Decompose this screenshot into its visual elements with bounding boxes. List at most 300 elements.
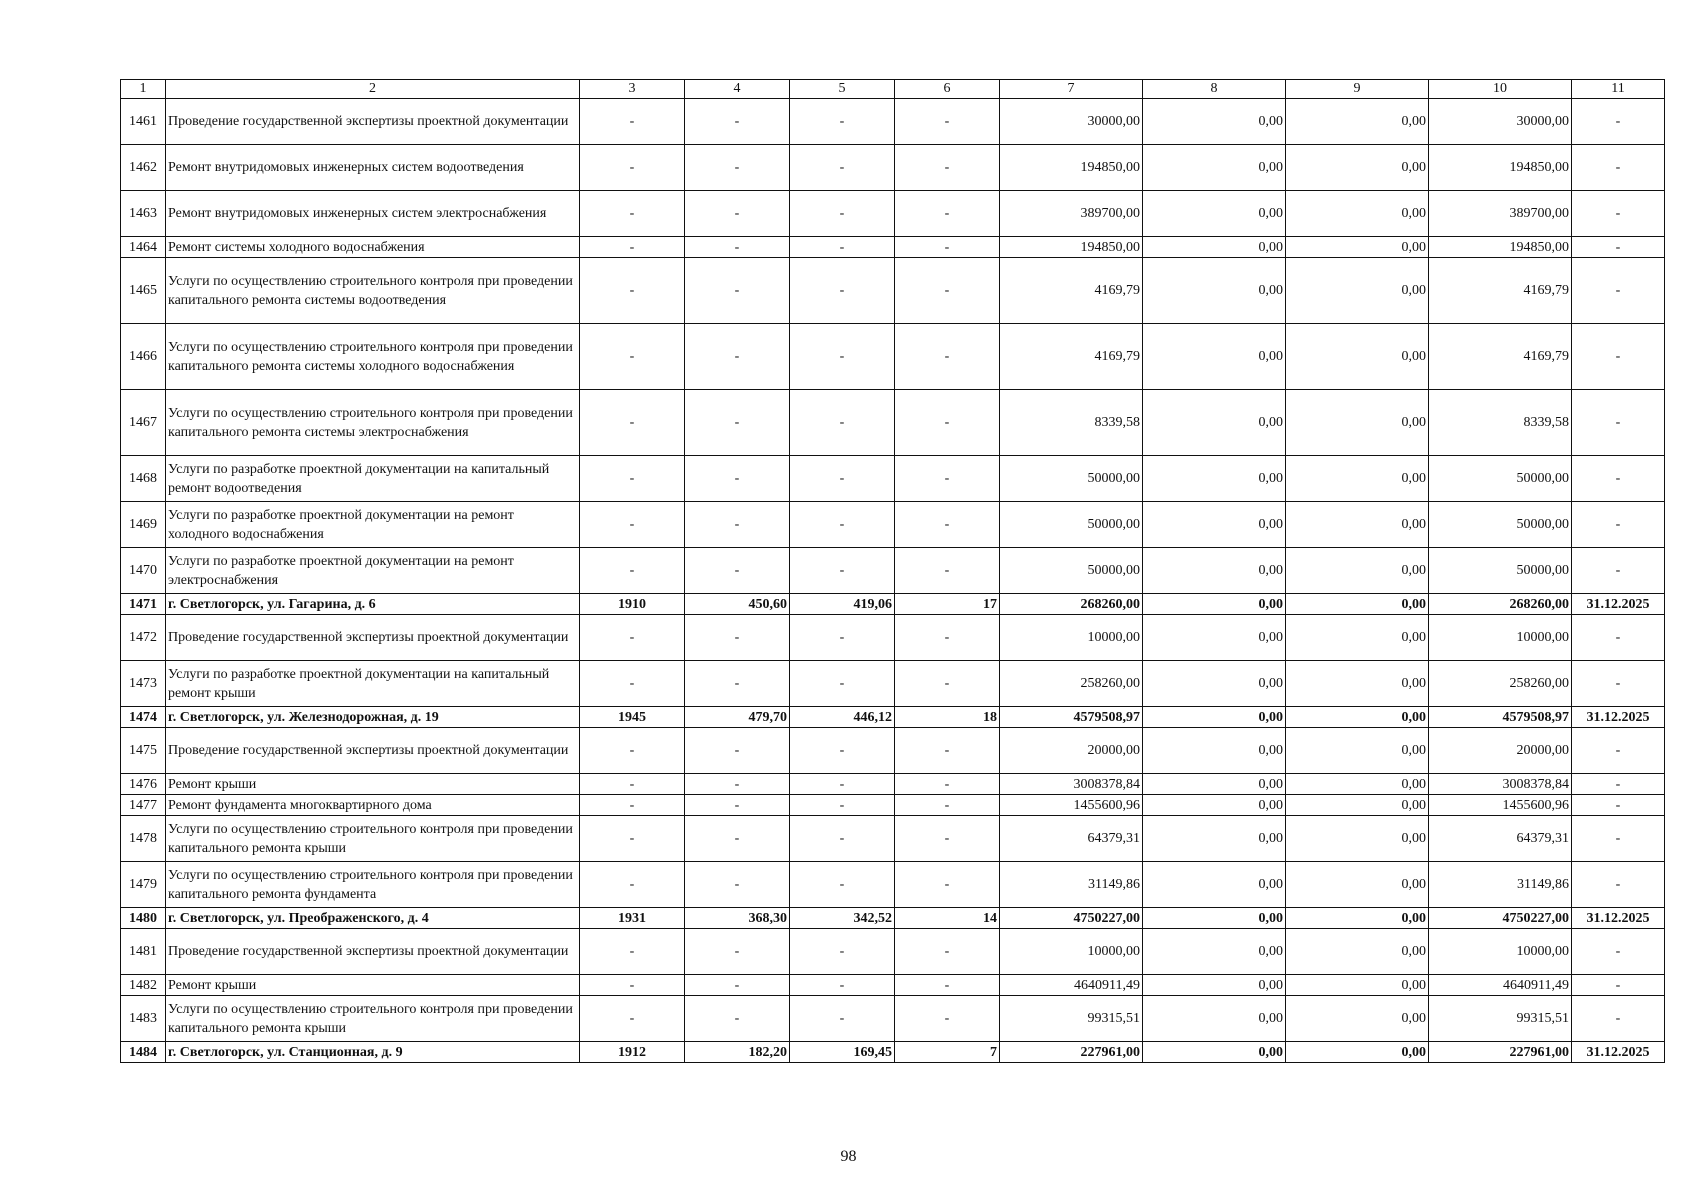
living-area-cell: - bbox=[790, 456, 895, 502]
total-cost-cell: 389700,00 bbox=[1000, 191, 1143, 237]
fund-owners-cell: 99315,51 bbox=[1429, 996, 1572, 1042]
table-row bbox=[121, 795, 1665, 816]
year-built-cell: - bbox=[580, 929, 685, 975]
total-cost-cell: 20000,00 bbox=[1000, 728, 1143, 774]
year-built-cell: - bbox=[580, 502, 685, 548]
living-area-cell: - bbox=[790, 99, 895, 145]
fund-regional-cell: 0,00 bbox=[1286, 661, 1429, 707]
total-area-cell: - bbox=[685, 661, 790, 707]
fund-regional-cell: 0,00 bbox=[1286, 862, 1429, 908]
year-built-cell: - bbox=[580, 795, 685, 816]
total-cost-cell: 30000,00 bbox=[1000, 99, 1143, 145]
fund-regional-cell: 0,00 bbox=[1286, 615, 1429, 661]
total-cost-cell: 4750227,00 bbox=[1000, 908, 1143, 929]
table-row bbox=[121, 237, 1665, 258]
table-row bbox=[121, 707, 1665, 728]
fund-federal-cell: 0,00 bbox=[1143, 661, 1286, 707]
table-row bbox=[121, 975, 1665, 996]
living-area-cell: - bbox=[790, 324, 895, 390]
residents-count-cell: - bbox=[895, 258, 1000, 324]
year-built-cell: - bbox=[580, 661, 685, 707]
row-number-cell: 1472 bbox=[121, 615, 166, 661]
residents-count-cell: 7 bbox=[895, 1042, 1000, 1063]
fund-federal-cell: 0,00 bbox=[1143, 1042, 1286, 1063]
year-built-cell: - bbox=[580, 145, 685, 191]
completion-date-cell: - bbox=[1572, 996, 1665, 1042]
residents-count-cell: - bbox=[895, 816, 1000, 862]
column-header-4: 4 bbox=[685, 80, 790, 99]
completion-date-cell: - bbox=[1572, 258, 1665, 324]
fund-regional-cell: 0,00 bbox=[1286, 456, 1429, 502]
fund-federal-cell: 0,00 bbox=[1143, 908, 1286, 929]
living-area-cell: - bbox=[790, 795, 895, 816]
fund-owners-cell: 3008378,84 bbox=[1429, 774, 1572, 795]
fund-federal-cell: 0,00 bbox=[1143, 502, 1286, 548]
year-built-cell: 1931 bbox=[580, 908, 685, 929]
total-area-cell: 182,20 bbox=[685, 1042, 790, 1063]
total-area-cell: - bbox=[685, 929, 790, 975]
living-area-cell: - bbox=[790, 862, 895, 908]
column-header-7: 7 bbox=[1000, 80, 1143, 99]
total-cost-cell: 8339,58 bbox=[1000, 390, 1143, 456]
total-cost-cell: 268260,00 bbox=[1000, 594, 1143, 615]
total-area-cell: 450,60 bbox=[685, 594, 790, 615]
table-row bbox=[121, 594, 1665, 615]
fund-regional-cell: 0,00 bbox=[1286, 99, 1429, 145]
completion-date-cell: - bbox=[1572, 456, 1665, 502]
fund-owners-cell: 20000,00 bbox=[1429, 728, 1572, 774]
total-area-cell: - bbox=[685, 456, 790, 502]
fund-federal-cell: 0,00 bbox=[1143, 324, 1286, 390]
fund-owners-cell: 268260,00 bbox=[1429, 594, 1572, 615]
column-header-3: 3 bbox=[580, 80, 685, 99]
total-cost-cell: 10000,00 bbox=[1000, 929, 1143, 975]
column-header-10: 10 bbox=[1429, 80, 1572, 99]
table-row bbox=[121, 324, 1665, 390]
work-description-cell: г. Светлогорск, ул. Преображенского, д. 4 bbox=[166, 908, 580, 929]
total-cost-cell: 3008378,84 bbox=[1000, 774, 1143, 795]
total-cost-cell: 50000,00 bbox=[1000, 456, 1143, 502]
row-number-cell: 1479 bbox=[121, 862, 166, 908]
residents-count-cell: - bbox=[895, 99, 1000, 145]
table-row bbox=[121, 908, 1665, 929]
total-area-cell: 479,70 bbox=[685, 707, 790, 728]
total-area-cell: - bbox=[685, 502, 790, 548]
fund-federal-cell: 0,00 bbox=[1143, 594, 1286, 615]
fund-federal-cell: 0,00 bbox=[1143, 795, 1286, 816]
residents-count-cell: - bbox=[895, 975, 1000, 996]
total-area-cell: 368,30 bbox=[685, 908, 790, 929]
year-built-cell: - bbox=[580, 390, 685, 456]
living-area-cell: - bbox=[790, 548, 895, 594]
residents-count-cell: - bbox=[895, 502, 1000, 548]
table-row bbox=[121, 728, 1665, 774]
completion-date-cell: - bbox=[1572, 728, 1665, 774]
total-cost-cell: 4169,79 bbox=[1000, 324, 1143, 390]
fund-regional-cell: 0,00 bbox=[1286, 774, 1429, 795]
fund-owners-cell: 1455600,96 bbox=[1429, 795, 1572, 816]
fund-owners-cell: 10000,00 bbox=[1429, 929, 1572, 975]
living-area-cell: - bbox=[790, 390, 895, 456]
fund-regional-cell: 0,00 bbox=[1286, 324, 1429, 390]
completion-date-cell: - bbox=[1572, 862, 1665, 908]
residents-count-cell: - bbox=[895, 774, 1000, 795]
total-area-cell: - bbox=[685, 774, 790, 795]
column-header-8: 8 bbox=[1143, 80, 1286, 99]
residents-count-cell: - bbox=[895, 795, 1000, 816]
fund-owners-cell: 4169,79 bbox=[1429, 258, 1572, 324]
completion-date-cell: - bbox=[1572, 548, 1665, 594]
total-cost-cell: 50000,00 bbox=[1000, 502, 1143, 548]
fund-federal-cell: 0,00 bbox=[1143, 237, 1286, 258]
total-area-cell: - bbox=[685, 816, 790, 862]
fund-regional-cell: 0,00 bbox=[1286, 929, 1429, 975]
fund-regional-cell: 0,00 bbox=[1286, 237, 1429, 258]
residents-count-cell: - bbox=[895, 548, 1000, 594]
column-header-5: 5 bbox=[790, 80, 895, 99]
living-area-cell: - bbox=[790, 615, 895, 661]
work-description-cell: Проведение государственной экспертизы проектной документации bbox=[166, 99, 580, 145]
fund-regional-cell: 0,00 bbox=[1286, 707, 1429, 728]
fund-owners-cell: 50000,00 bbox=[1429, 502, 1572, 548]
page-number: 98 bbox=[840, 1148, 857, 1165]
header-row bbox=[121, 80, 1665, 99]
year-built-cell: - bbox=[580, 99, 685, 145]
living-area-cell: 169,45 bbox=[790, 1042, 895, 1063]
fund-federal-cell: 0,00 bbox=[1143, 975, 1286, 996]
table-row bbox=[121, 996, 1665, 1042]
year-built-cell: - bbox=[580, 191, 685, 237]
fund-regional-cell: 0,00 bbox=[1286, 1042, 1429, 1063]
fund-federal-cell: 0,00 bbox=[1143, 145, 1286, 191]
table-row bbox=[121, 502, 1665, 548]
fund-federal-cell: 0,00 bbox=[1143, 774, 1286, 795]
residents-count-cell: 14 bbox=[895, 908, 1000, 929]
total-area-cell: - bbox=[685, 99, 790, 145]
residents-count-cell: - bbox=[895, 728, 1000, 774]
completion-date-cell: - bbox=[1572, 502, 1665, 548]
table-row bbox=[121, 816, 1665, 862]
table-row bbox=[121, 774, 1665, 795]
residents-count-cell: 17 bbox=[895, 594, 1000, 615]
residents-count-cell: - bbox=[895, 456, 1000, 502]
total-area-cell: - bbox=[685, 324, 790, 390]
row-number-cell: 1474 bbox=[121, 707, 166, 728]
work-description-cell: Услуги по разработке проектной документации на ремонт электроснабжения bbox=[166, 548, 580, 594]
fund-owners-cell: 30000,00 bbox=[1429, 99, 1572, 145]
residents-count-cell: - bbox=[895, 661, 1000, 707]
table-body bbox=[121, 99, 1665, 1063]
completion-date-cell: - bbox=[1572, 774, 1665, 795]
row-number-cell: 1461 bbox=[121, 99, 166, 145]
total-cost-cell: 4579508,97 bbox=[1000, 707, 1143, 728]
row-number-cell: 1466 bbox=[121, 324, 166, 390]
row-number-cell: 1481 bbox=[121, 929, 166, 975]
fund-owners-cell: 194850,00 bbox=[1429, 237, 1572, 258]
row-number-cell: 1465 bbox=[121, 258, 166, 324]
total-cost-cell: 227961,00 bbox=[1000, 1042, 1143, 1063]
row-number-cell: 1464 bbox=[121, 237, 166, 258]
year-built-cell: - bbox=[580, 456, 685, 502]
fund-owners-cell: 4169,79 bbox=[1429, 324, 1572, 390]
work-description-cell: г. Светлогорск, ул. Гагарина, д. 6 bbox=[166, 594, 580, 615]
table-row bbox=[121, 862, 1665, 908]
total-cost-cell: 31149,86 bbox=[1000, 862, 1143, 908]
completion-date-cell: - bbox=[1572, 661, 1665, 707]
fund-owners-cell: 389700,00 bbox=[1429, 191, 1572, 237]
fund-regional-cell: 0,00 bbox=[1286, 996, 1429, 1042]
residents-count-cell: 18 bbox=[895, 707, 1000, 728]
living-area-cell: - bbox=[790, 258, 895, 324]
year-built-cell: - bbox=[580, 862, 685, 908]
work-description-cell: Услуги по осуществлению строительного контроля при проведении капитального ремонта крыши bbox=[166, 816, 580, 862]
fund-owners-cell: 10000,00 bbox=[1429, 615, 1572, 661]
total-area-cell: - bbox=[685, 390, 790, 456]
total-area-cell: - bbox=[685, 145, 790, 191]
work-description-cell: Проведение государственной экспертизы проектной документации bbox=[166, 615, 580, 661]
column-header-9: 9 bbox=[1286, 80, 1429, 99]
total-cost-cell: 64379,31 bbox=[1000, 816, 1143, 862]
table-row bbox=[121, 191, 1665, 237]
total-cost-cell: 194850,00 bbox=[1000, 145, 1143, 191]
fund-federal-cell: 0,00 bbox=[1143, 728, 1286, 774]
table-row bbox=[121, 615, 1665, 661]
completion-date-cell: - bbox=[1572, 145, 1665, 191]
fund-federal-cell: 0,00 bbox=[1143, 862, 1286, 908]
total-area-cell: - bbox=[685, 862, 790, 908]
total-area-cell: - bbox=[685, 191, 790, 237]
residents-count-cell: - bbox=[895, 996, 1000, 1042]
row-number-cell: 1470 bbox=[121, 548, 166, 594]
completion-date-cell: 31.12.2025 bbox=[1572, 707, 1665, 728]
row-number-cell: 1484 bbox=[121, 1042, 166, 1063]
column-header-1: 1 bbox=[121, 80, 166, 99]
year-built-cell: - bbox=[580, 975, 685, 996]
fund-federal-cell: 0,00 bbox=[1143, 390, 1286, 456]
table-row bbox=[121, 929, 1665, 975]
year-built-cell: - bbox=[580, 237, 685, 258]
completion-date-cell: 31.12.2025 bbox=[1572, 908, 1665, 929]
document-sheet bbox=[120, 79, 1650, 1063]
living-area-cell: 419,06 bbox=[790, 594, 895, 615]
completion-date-cell: 31.12.2025 bbox=[1572, 1042, 1665, 1063]
fund-regional-cell: 0,00 bbox=[1286, 502, 1429, 548]
work-description-cell: Услуги по осуществлению строительного контроля при проведении капитального ремонта системы водоотведения bbox=[166, 258, 580, 324]
table-row bbox=[121, 258, 1665, 324]
living-area-cell: - bbox=[790, 774, 895, 795]
year-built-cell: 1910 bbox=[580, 594, 685, 615]
fund-federal-cell: 0,00 bbox=[1143, 191, 1286, 237]
total-cost-cell: 4169,79 bbox=[1000, 258, 1143, 324]
work-description-cell: Услуги по осуществлению строительного контроля при проведении капитального ремонта фундамента bbox=[166, 862, 580, 908]
fund-federal-cell: 0,00 bbox=[1143, 615, 1286, 661]
living-area-cell: - bbox=[790, 191, 895, 237]
fund-regional-cell: 0,00 bbox=[1286, 191, 1429, 237]
living-area-cell: 446,12 bbox=[790, 707, 895, 728]
total-cost-cell: 194850,00 bbox=[1000, 237, 1143, 258]
fund-regional-cell: 0,00 bbox=[1286, 795, 1429, 816]
work-description-cell: Проведение государственной экспертизы проектной документации bbox=[166, 929, 580, 975]
fund-regional-cell: 0,00 bbox=[1286, 548, 1429, 594]
work-description-cell: Услуги по осуществлению строительного контроля при проведении капитального ремонта системы электроснабжения bbox=[166, 390, 580, 456]
row-number-cell: 1482 bbox=[121, 975, 166, 996]
fund-regional-cell: 0,00 bbox=[1286, 145, 1429, 191]
fund-regional-cell: 0,00 bbox=[1286, 908, 1429, 929]
work-description-cell: Ремонт внутридомовых инженерных систем водоотведения bbox=[166, 145, 580, 191]
residents-count-cell: - bbox=[895, 615, 1000, 661]
year-built-cell: - bbox=[580, 728, 685, 774]
fund-federal-cell: 0,00 bbox=[1143, 99, 1286, 145]
row-number-cell: 1471 bbox=[121, 594, 166, 615]
completion-date-cell: - bbox=[1572, 615, 1665, 661]
total-area-cell: - bbox=[685, 615, 790, 661]
living-area-cell: - bbox=[790, 816, 895, 862]
work-description-cell: г. Светлогорск, ул. Железнодорожная, д. 19 bbox=[166, 707, 580, 728]
total-cost-cell: 4640911,49 bbox=[1000, 975, 1143, 996]
total-area-cell: - bbox=[685, 975, 790, 996]
capital-repair-table bbox=[120, 79, 1665, 1063]
work-description-cell: Услуги по разработке проектной документации на капитальный ремонт водоотведения bbox=[166, 456, 580, 502]
fund-regional-cell: 0,00 bbox=[1286, 390, 1429, 456]
total-area-cell: - bbox=[685, 996, 790, 1042]
work-description-cell: Услуги по осуществлению строительного контроля при проведении капитального ремонта системы холодного водоснабжения bbox=[166, 324, 580, 390]
completion-date-cell: - bbox=[1572, 816, 1665, 862]
year-built-cell: 1945 bbox=[580, 707, 685, 728]
fund-regional-cell: 0,00 bbox=[1286, 258, 1429, 324]
fund-regional-cell: 0,00 bbox=[1286, 816, 1429, 862]
total-cost-cell: 10000,00 bbox=[1000, 615, 1143, 661]
table-row bbox=[121, 548, 1665, 594]
table-row bbox=[121, 1042, 1665, 1063]
year-built-cell: - bbox=[580, 774, 685, 795]
work-description-cell: Ремонт крыши bbox=[166, 774, 580, 795]
work-description-cell: Ремонт системы холодного водоснабжения bbox=[166, 237, 580, 258]
table-row bbox=[121, 145, 1665, 191]
work-description-cell: Услуги по осуществлению строительного контроля при проведении капитального ремонта крыши bbox=[166, 996, 580, 1042]
living-area-cell: - bbox=[790, 996, 895, 1042]
living-area-cell: - bbox=[790, 502, 895, 548]
fund-owners-cell: 50000,00 bbox=[1429, 456, 1572, 502]
fund-federal-cell: 0,00 bbox=[1143, 707, 1286, 728]
completion-date-cell: - bbox=[1572, 929, 1665, 975]
row-number-cell: 1468 bbox=[121, 456, 166, 502]
residents-count-cell: - bbox=[895, 862, 1000, 908]
total-area-cell: - bbox=[685, 728, 790, 774]
work-description-cell: Услуги по разработке проектной документации на капитальный ремонт крыши bbox=[166, 661, 580, 707]
fund-owners-cell: 8339,58 bbox=[1429, 390, 1572, 456]
completion-date-cell: - bbox=[1572, 390, 1665, 456]
work-description-cell: г. Светлогорск, ул. Станционная, д. 9 bbox=[166, 1042, 580, 1063]
completion-date-cell: - bbox=[1572, 975, 1665, 996]
row-number-cell: 1463 bbox=[121, 191, 166, 237]
fund-owners-cell: 64379,31 bbox=[1429, 816, 1572, 862]
fund-owners-cell: 4579508,97 bbox=[1429, 707, 1572, 728]
fund-regional-cell: 0,00 bbox=[1286, 594, 1429, 615]
living-area-cell: - bbox=[790, 728, 895, 774]
year-built-cell: - bbox=[580, 816, 685, 862]
fund-owners-cell: 4640911,49 bbox=[1429, 975, 1572, 996]
residents-count-cell: - bbox=[895, 145, 1000, 191]
residents-count-cell: - bbox=[895, 390, 1000, 456]
year-built-cell: - bbox=[580, 548, 685, 594]
fund-owners-cell: 4750227,00 bbox=[1429, 908, 1572, 929]
work-description-cell: Ремонт внутридомовых инженерных систем электроснабжения bbox=[166, 191, 580, 237]
row-number-cell: 1483 bbox=[121, 996, 166, 1042]
total-cost-cell: 258260,00 bbox=[1000, 661, 1143, 707]
living-area-cell: - bbox=[790, 237, 895, 258]
fund-owners-cell: 194850,00 bbox=[1429, 145, 1572, 191]
row-number-cell: 1480 bbox=[121, 908, 166, 929]
table-row bbox=[121, 99, 1665, 145]
residents-count-cell: - bbox=[895, 929, 1000, 975]
fund-owners-cell: 50000,00 bbox=[1429, 548, 1572, 594]
living-area-cell: - bbox=[790, 929, 895, 975]
year-built-cell: - bbox=[580, 258, 685, 324]
completion-date-cell: - bbox=[1572, 99, 1665, 145]
row-number-cell: 1475 bbox=[121, 728, 166, 774]
total-cost-cell: 50000,00 bbox=[1000, 548, 1143, 594]
total-area-cell: - bbox=[685, 237, 790, 258]
living-area-cell: - bbox=[790, 975, 895, 996]
work-description-cell: Услуги по разработке проектной документации на ремонт холодного водоснабжения bbox=[166, 502, 580, 548]
table-row bbox=[121, 661, 1665, 707]
row-number-cell: 1478 bbox=[121, 816, 166, 862]
year-built-cell: - bbox=[580, 996, 685, 1042]
fund-federal-cell: 0,00 bbox=[1143, 456, 1286, 502]
living-area-cell: - bbox=[790, 145, 895, 191]
fund-owners-cell: 31149,86 bbox=[1429, 862, 1572, 908]
fund-owners-cell: 227961,00 bbox=[1429, 1042, 1572, 1063]
fund-federal-cell: 0,00 bbox=[1143, 258, 1286, 324]
total-area-cell: - bbox=[685, 548, 790, 594]
table-row bbox=[121, 456, 1665, 502]
fund-regional-cell: 0,00 bbox=[1286, 975, 1429, 996]
residents-count-cell: - bbox=[895, 191, 1000, 237]
completion-date-cell: - bbox=[1572, 191, 1665, 237]
fund-federal-cell: 0,00 bbox=[1143, 929, 1286, 975]
year-built-cell: - bbox=[580, 324, 685, 390]
residents-count-cell: - bbox=[895, 324, 1000, 390]
total-area-cell: - bbox=[685, 258, 790, 324]
living-area-cell: 342,52 bbox=[790, 908, 895, 929]
residents-count-cell: - bbox=[895, 237, 1000, 258]
row-number-cell: 1473 bbox=[121, 661, 166, 707]
work-description-cell: Ремонт крыши bbox=[166, 975, 580, 996]
row-number-cell: 1462 bbox=[121, 145, 166, 191]
living-area-cell: - bbox=[790, 661, 895, 707]
completion-date-cell: 31.12.2025 bbox=[1572, 594, 1665, 615]
work-description-cell: Ремонт фундамента многоквартирного дома bbox=[166, 795, 580, 816]
fund-federal-cell: 0,00 bbox=[1143, 548, 1286, 594]
fund-federal-cell: 0,00 bbox=[1143, 996, 1286, 1042]
row-number-cell: 1477 bbox=[121, 795, 166, 816]
fund-regional-cell: 0,00 bbox=[1286, 728, 1429, 774]
year-built-cell: - bbox=[580, 615, 685, 661]
completion-date-cell: - bbox=[1572, 237, 1665, 258]
column-header-11: 11 bbox=[1572, 80, 1665, 99]
year-built-cell: 1912 bbox=[580, 1042, 685, 1063]
total-cost-cell: 99315,51 bbox=[1000, 996, 1143, 1042]
column-header-2: 2 bbox=[166, 80, 580, 99]
fund-federal-cell: 0,00 bbox=[1143, 816, 1286, 862]
row-number-cell: 1469 bbox=[121, 502, 166, 548]
completion-date-cell: - bbox=[1572, 795, 1665, 816]
work-description-cell: Проведение государственной экспертизы проектной документации bbox=[166, 728, 580, 774]
row-number-cell: 1467 bbox=[121, 390, 166, 456]
table-row bbox=[121, 390, 1665, 456]
row-number-cell: 1476 bbox=[121, 774, 166, 795]
total-area-cell: - bbox=[685, 795, 790, 816]
